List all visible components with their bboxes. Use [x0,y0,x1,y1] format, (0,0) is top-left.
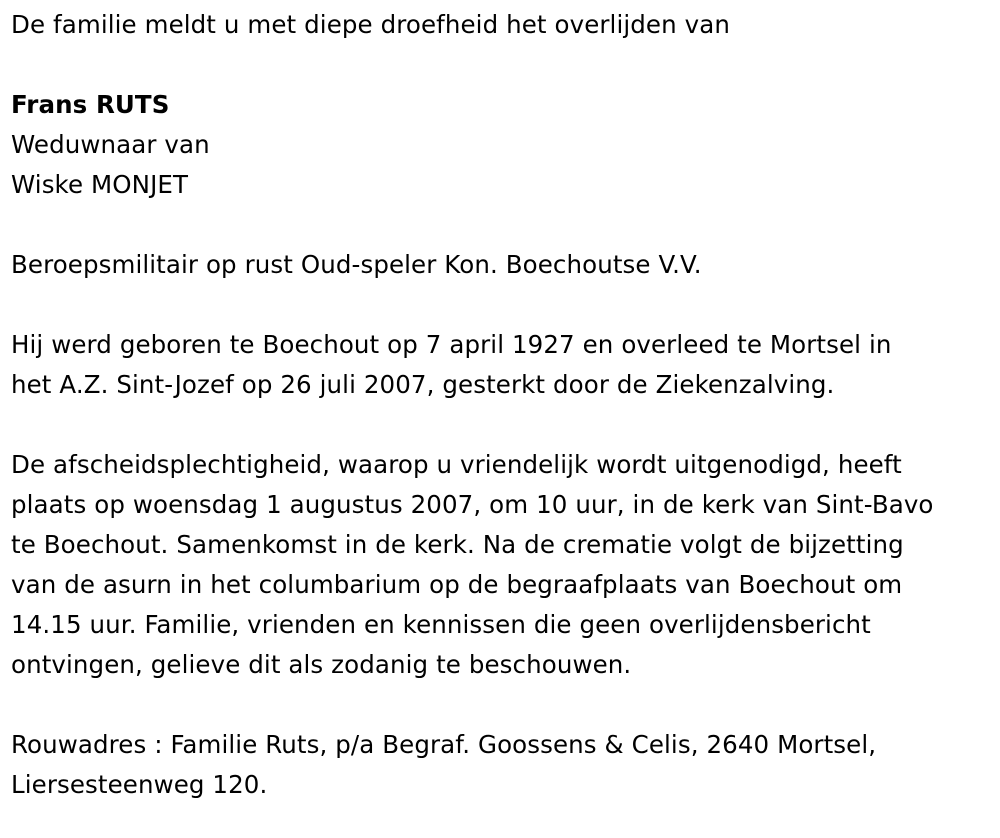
occupation-text: Beroepsmilitair op rust Oud-speler Kon. Boechoutse V.V. [11,250,702,279]
spacer [11,45,993,85]
intro-text: De familie meldt u met diepe droefheid het overlijden van [11,10,730,39]
paragraph-line: ontvingen, gelieve dit als zodanig te beschouwen. [11,650,632,679]
paragraph-line: De afscheidsplechtigheid, waarop u vriendelijk wordt uitgenodigd, heeft [11,450,902,479]
paragraph-line: Liersesteenweg 120. [11,770,268,799]
paragraph-line: 14.15 uur. Familie, vrienden en kennissen die geen overlijdensbericht [11,610,871,639]
paragraph-line: van de asurn in het columbarium op de begraafplaats van Boechout om [11,570,903,599]
spacer [11,285,993,325]
address-paragraph [11,725,993,805]
spacer [11,205,993,245]
paragraph-line: Rouwadres : Familie Ruts, p/a Begraf. Goossens & Celis, 2640 Mortsel, [11,730,877,759]
relation-text: Weduwnaar van [11,130,210,159]
spacer [11,405,993,445]
deceased-name: Frans RUTS [11,90,170,119]
spacer [11,685,993,725]
spouse-name: Wiske MONJET [11,170,189,199]
paragraph-line: te Boechout. Samenkomst in de kerk. Na de crematie volgt de bijzetting [11,530,904,559]
obituary-notice [11,0,993,805]
ceremony-paragraph [11,445,993,685]
birth-death-paragraph [11,325,993,405]
paragraph-line: Hij werd geboren te Boechout op 7 april 1927 en overleed te Mortsel in [11,330,892,359]
paragraph-line: het A.Z. Sint-Jozef op 26 juli 2007, gesterkt door de Ziekenzalving. [11,370,835,399]
paragraph-line: plaats op woensdag 1 augustus 2007, om 10 uur, in de kerk van Sint-Bavo [11,490,934,519]
